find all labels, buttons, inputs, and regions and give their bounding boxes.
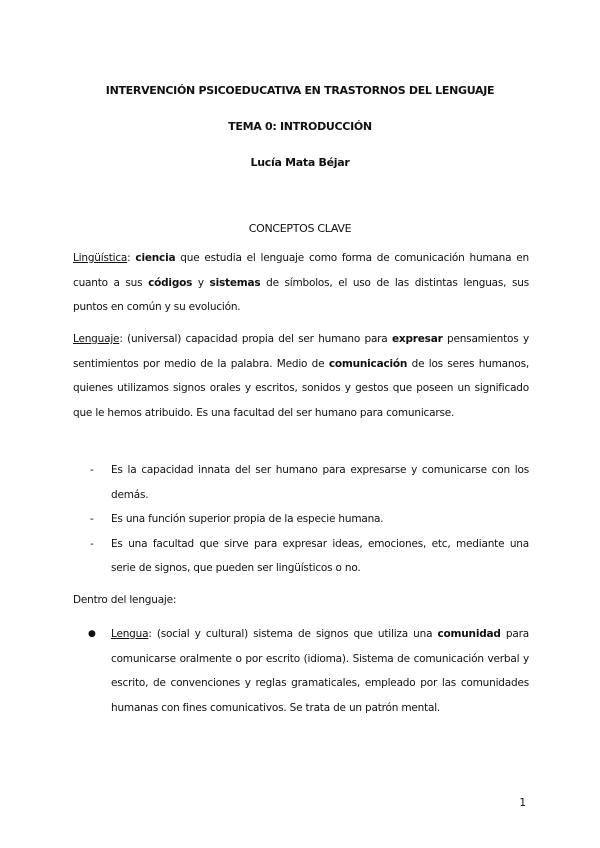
page-number: 1 <box>519 797 526 809</box>
within-label: Dentro del lenguaje: <box>73 594 177 606</box>
dash-list <box>73 458 529 581</box>
paragraph-linguistica <box>73 246 529 320</box>
dash-marker: - <box>90 464 94 476</box>
bullet-icon: ● <box>88 629 96 639</box>
author-name: Lucía Mata Béjar <box>250 156 350 169</box>
bold-expresar: expresar <box>391 333 443 345</box>
text: pensamientos y sentimientos por medio de la palabra. Medio de <box>73 333 529 370</box>
text: para comunicarse oralmente o por escrito (idioma). Sistema de comunicación verbal y escrito, de convenciones y reglas gramaticales, empleado por las comunidades humanas con fines comunicativos. Se trata de un patrón mental. <box>111 628 529 714</box>
topic-title: TEMA 0: INTRODUCCIÓN <box>228 120 372 133</box>
text: : <box>127 252 136 264</box>
list-item-text: Es la capacidad innata del ser humano para expresarse y comunicarse con los demás. <box>111 464 529 501</box>
bold-comunidad: comunidad <box>437 628 501 640</box>
list-item <box>73 507 529 532</box>
list-item-text: Es una facultad que sirve para expresar ideas, emociones, etc, mediante una serie de signos, que pueden ser lingüísticos o no. <box>111 537 529 574</box>
dash-marker: - <box>90 513 94 525</box>
list-item <box>73 622 529 720</box>
text: de los seres humanos, quienes utilizamos signos orales y escritos, sonidos y gestos que poseen un significado que le hemos atribuido. Es una facultad del ser humano para comunicarse. <box>73 357 529 419</box>
dash-marker: - <box>90 537 94 550</box>
text: : (universal) capacidad propia del ser humano para <box>119 333 392 345</box>
text: que estudia el lenguaje como forma de comunicación humana en cuanto a sus <box>73 252 529 289</box>
paragraph-lenguaje <box>73 327 529 425</box>
list-item <box>73 458 529 507</box>
list-item-text: Es una función superior propia de la especie humana. <box>111 513 384 525</box>
bold-sistemas: sistemas <box>209 276 261 289</box>
bold-codigos: códigos <box>148 276 193 289</box>
term-lengua: Lengua <box>111 628 149 640</box>
text: de símbolos, el uso de las distintas lenguas, sus puntos en común y su evolución. <box>73 276 529 313</box>
bullet-list <box>73 622 529 720</box>
bold-ciencia: ciencia <box>135 252 176 264</box>
list-item <box>73 532 529 581</box>
term-lenguaje: Lenguaje <box>73 333 120 345</box>
course-title: INTERVENCIÓN PSICOEDUCATIVA EN TRASTORNOS DEL LENGUAJE <box>105 84 495 97</box>
text: : (social y cultural) sistema de signos que utiliza una <box>148 628 438 640</box>
section-heading: CONCEPTOS CLAVE <box>248 222 352 235</box>
term-linguistica: Lingüística <box>73 252 128 264</box>
bold-comunicacion: comunicación <box>328 357 408 370</box>
text: y <box>192 276 210 289</box>
